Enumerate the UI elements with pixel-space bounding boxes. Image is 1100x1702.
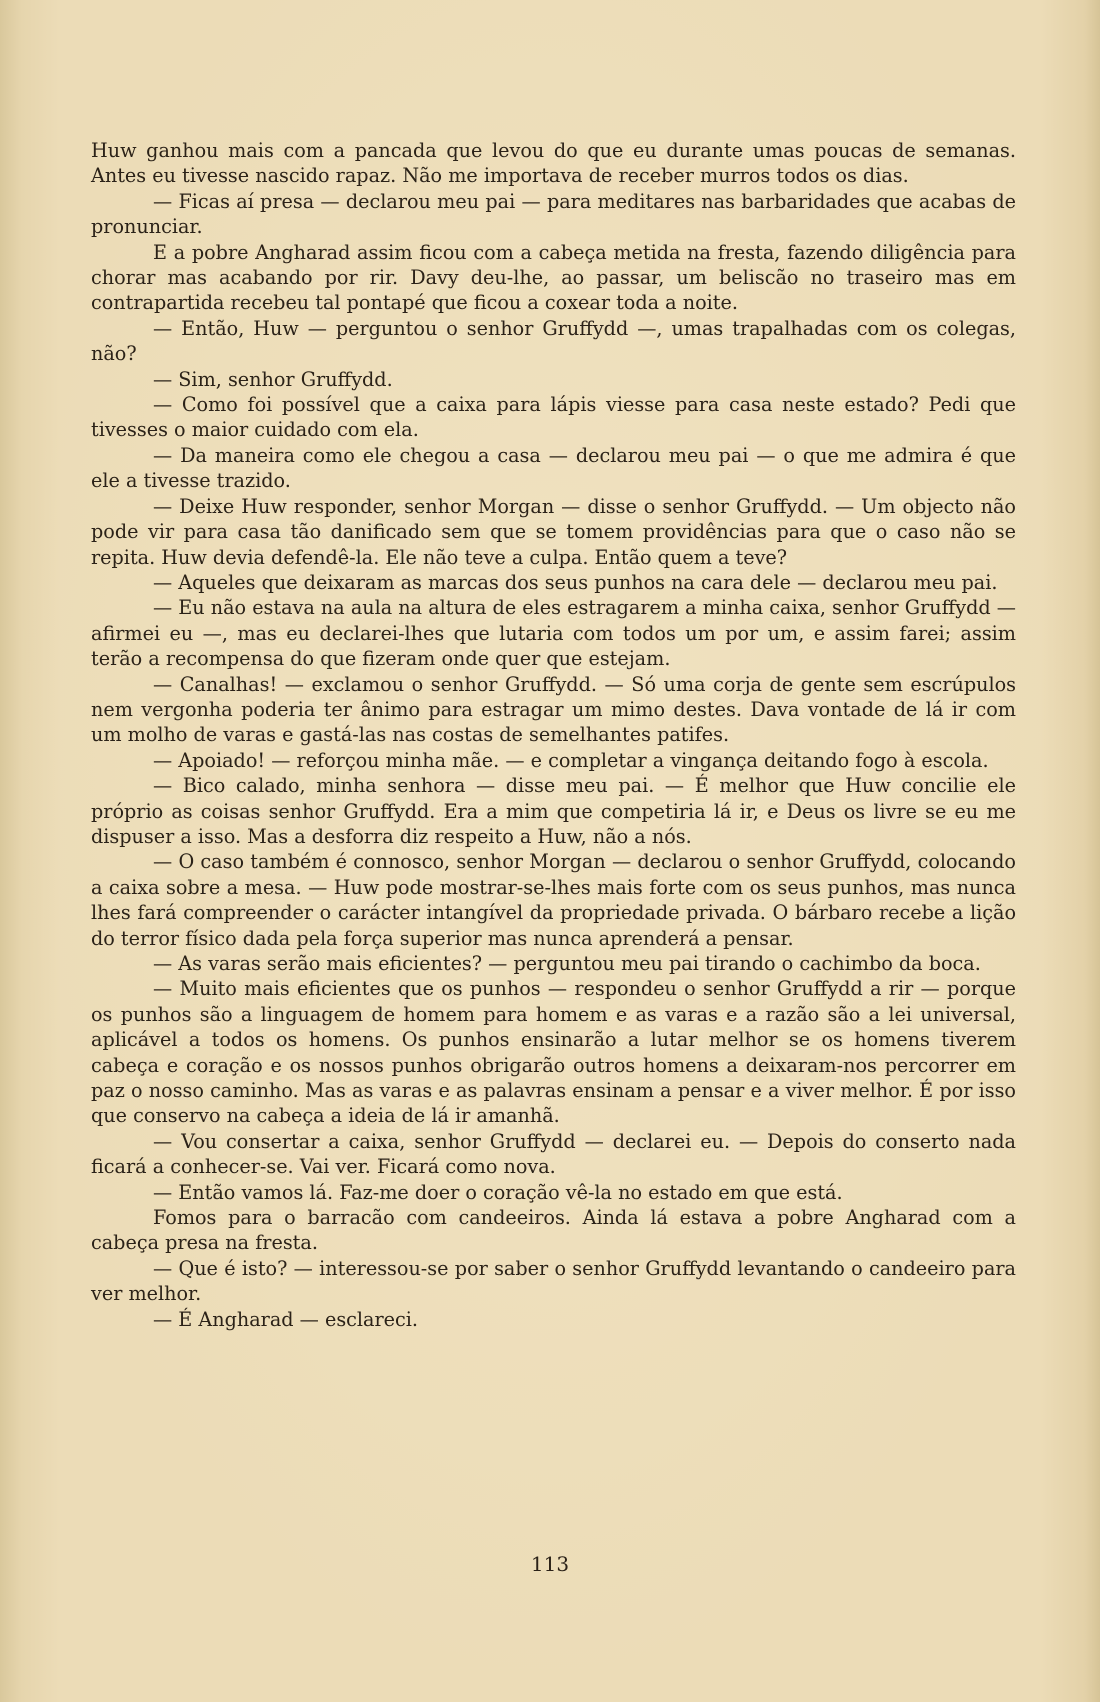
paragraph: — Como foi possível que a caixa para lápis viesse para casa neste estado? Pedi que tivesses o maior cuidado com ela. [91,393,1016,442]
body-text [91,138,1016,1332]
paragraph: — Aqueles que deixaram as marcas dos seus punhos na cara dele — declarou meu pai. [153,570,998,594]
paragraph: — Que é isto? — interessou-se por saber o senhor Gruffydd levantando o candeeiro para ver melhor. [91,1256,1016,1306]
paragraph: — Ficas aí presa — declarou meu pai — para meditares nas barbaridades que acabas de pronunciar. [91,189,1016,239]
paragraph: — Sim, senhor Gruffydd. [153,367,393,391]
paragraph: — As varas serão mais eficientes? — perguntou meu pai tirando o cachimbo da boca. [153,952,981,975]
paragraph: — Então vamos lá. Faz-me doer o coração vê-la no estado em que está. [153,1180,843,1204]
paragraph: — Deixe Huw responder, senhor Morgan — disse o senhor Gruffydd. — Um objecto não pode vir para casa tão danificado sem que se tomem providências para que o caso não se repita. Huw devia defendê-la. Ele não teve a culpa. Então quem a teve? [91,494,1016,569]
page-number: 113 [530,1552,570,1576]
paragraph: — Vou consertar a caixa, senhor Gruffydd — declarei eu. — Depois do conserto nada ficará a conhecer-se. Vai ver. Ficará como nova. [91,1129,1016,1179]
paragraph: — Da maneira como ele chegou a casa — declarou meu pai — o que me admira é que ele a tivesse trazido. [91,443,1016,493]
paragraph: — Eu não estava na aula na altura de eles estragarem a minha caixa, senhor Gruffydd — afirmei eu —, mas eu declarei-lhes que lutaria com todos um por um, e assim farei; assim terão a recompensa do que fizeram onde quer que estejam. [91,596,1016,671]
paragraph: Fomos para o barracão com candeeiros. Ainda lá estava a pobre Angharad com a cabeça presa na fresta. [91,1206,1016,1255]
paragraph: — Então, Huw — perguntou o senhor Gruffydd —, umas trapalhadas com os colegas, não? [91,316,1016,366]
paragraph: — O caso também é connosco, senhor Morgan — declarou o senhor Gruffydd, colocando a caixa sobre a mesa. — Huw pode mostrar-se-lhes mais forte com os seus punhos, mas nunca lhes fará compreender o carácter intangível da propriedade privada. O bárbaro recebe a lição do terror físico dada pela força superior mas nunca aprenderá a pensar. [91,850,1016,950]
paragraph: — Canalhas! — exclamou o senhor Gruffydd. — Só uma corja de gente sem escrúpulos nem vergonha poderia ter ânimo para estragar um mimo destes. Dava vontade de lá ir com um molho de varas e gastá-las nas costas de semelhantes patifes. [91,672,1016,747]
paragraph: — É Angharad — esclareci. [153,1307,418,1331]
paragraph: — Bico calado, minha senhora — disse meu pai. — É melhor que Huw concilie ele próprio as coisas senhor Gruffydd. Era a mim que competiria lá ir, e Deus os livre se eu me dispuser a isso. Mas a desforra diz respeito a Huw, não a nós. [91,774,1016,848]
paragraph: E a pobre Angharad assim ficou com a cabeça metida na fresta, fazendo diligência para chorar mas acabando por rir. Davy deu-lhe, ao passar, um beliscão no traseiro mas em contrapartida recebeu tal pontapé que ficou a coxear toda a noite. [91,240,1016,315]
paragraph: — Apoiado! — reforçou minha mãe. — e completar a vingança deitando fogo à escola. [153,748,989,772]
paragraph: — Muito mais eficientes que os punhos — respondeu o senhor Gruffydd a rir — porque os punhos são a linguagem de homem para homem e as varas e a razão são a lei universal, aplicável a todos os homens. Os punhos ensinarão a lutar melhor se os homens tiverem cabeça e coração e os nossos punhos obrigarão outros homens a deixaram-nos percorrer em paz o nosso caminho. Mas as varas e as palavras ensinam a pensar e a viver melhor. É por isso que conservo na cabeça a ideia de lá ir amanhã. [91,977,1016,1128]
paragraph: Huw ganhou mais com a pancada que levou do que eu durante umas poucas de semanas. Antes eu tivesse nascido rapaz. Não me importava de receber murros todos os dias. [91,139,1016,188]
